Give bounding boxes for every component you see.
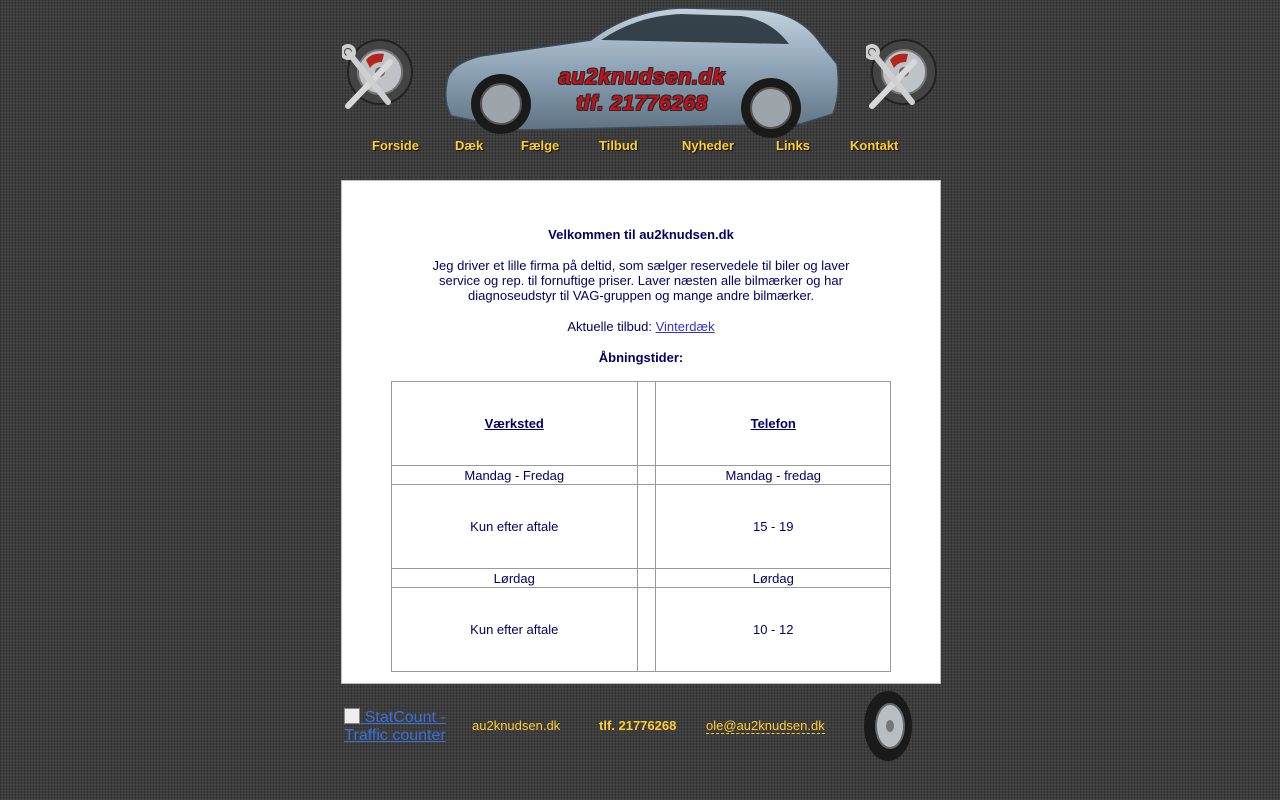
offers-line [342, 319, 940, 334]
table-cell: Mandag - Fredag [392, 466, 638, 485]
logo-site-name: au2knudsen.dk [558, 64, 726, 89]
nav-daek[interactable]: Dæk [455, 138, 484, 153]
table-row [392, 382, 891, 466]
table-cell: Mandag - fredag [656, 466, 891, 485]
intro-line-2: service og rep. til fornuftige priser. Laver næsten alle bilmærker og har [439, 273, 843, 288]
table-cell: 10 - 12 [656, 588, 891, 672]
table-cell: Lørdag [656, 569, 891, 588]
header-vaerksted[interactable]: Værksted [484, 416, 544, 431]
nav-faelge[interactable]: Fælge [521, 138, 560, 153]
hours-title: Åbningstider: [598, 350, 684, 365]
header-car-banner [441, 4, 843, 138]
nav-nyheder[interactable]: Nyheder [682, 138, 735, 153]
footer-phone: tlf. 21776268 [599, 718, 677, 733]
nav-forside[interactable]: Forside [372, 138, 419, 153]
welcome-title: Velkommen til au2knudsen.dk [548, 227, 734, 242]
content-panel [342, 181, 940, 683]
nav-links[interactable]: Links [776, 138, 810, 153]
wrench-tire-icon-left [342, 32, 414, 112]
offers-label: Aktuelle tilbud: [567, 319, 652, 334]
table-cell: Kun efter aftale [392, 588, 638, 672]
statcount-alt-text: StatCount - Traffic counter [344, 709, 446, 744]
table-row [392, 588, 891, 672]
offers-link-vinterdaek[interactable]: Vinterdæk [655, 319, 715, 334]
statcount-counter-link[interactable] [340, 708, 450, 745]
table-spacer [637, 485, 656, 569]
header-telefon[interactable]: Telefon [750, 416, 796, 431]
table-spacer [637, 588, 656, 672]
table-cell: 15 - 19 [656, 485, 891, 569]
table-cell: Lørdag [392, 569, 638, 588]
footer-email-link[interactable]: ole@au2knudsen.dk [706, 718, 825, 733]
table-row [392, 569, 891, 588]
footer-site: au2knudsen.dk [472, 718, 561, 733]
table-cell [656, 382, 891, 466]
table-row [392, 466, 891, 485]
tire-icon [862, 690, 914, 762]
table-row [392, 485, 891, 569]
broken-image-icon [344, 708, 360, 724]
opening-hours-table [391, 381, 891, 672]
intro-line-3: diagnoseudstyr til VAG-gruppen og mange andre bilmærker. [468, 288, 814, 303]
table-cell [392, 382, 638, 466]
table-cell: Kun efter aftale [392, 485, 638, 569]
table-spacer [637, 466, 656, 485]
intro-line-1: Jeg driver et lille firma på deltid, som sælger reservedele til biler og laver [432, 258, 850, 273]
nav-kontakt[interactable]: Kontakt [850, 138, 899, 153]
table-spacer [637, 569, 656, 588]
nav-tilbud[interactable]: Tilbud [599, 138, 638, 153]
wrench-tire-icon-right [866, 32, 938, 112]
logo-phone: tlf. 21776268 [576, 92, 708, 115]
table-spacer [637, 382, 656, 466]
